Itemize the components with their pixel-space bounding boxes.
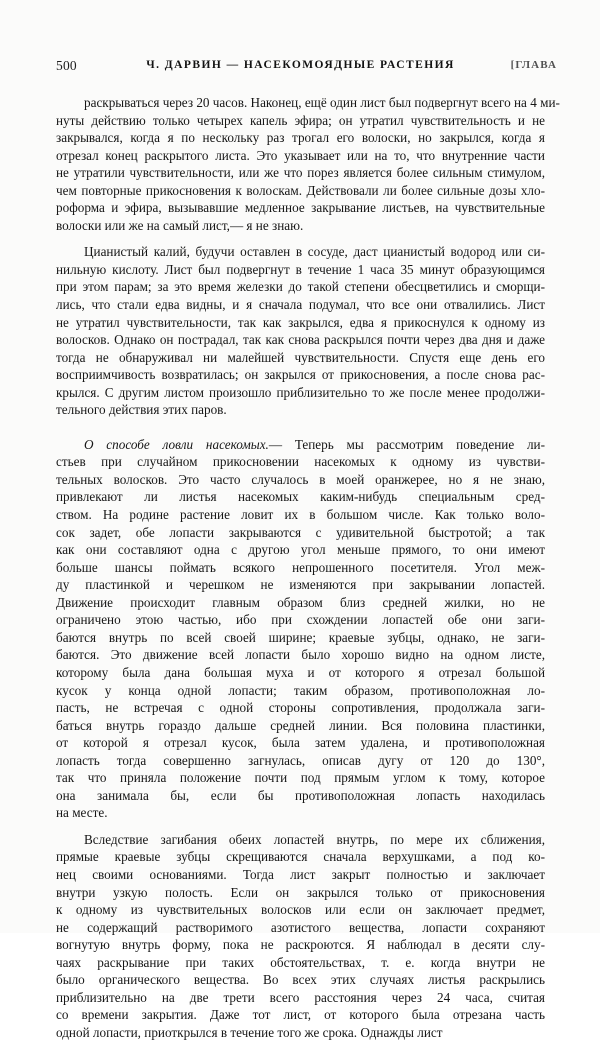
text-line: пасть, не встречая с одной стороны сопротивления, продолжала заги- xyxy=(56,700,545,716)
text-line: баются. Это движение всей лопасти было хорошо видно на одном листе, xyxy=(56,647,545,663)
text-line: не утратил чувствительности, так как закрылся, едва я прикоснулся к одному из xyxy=(56,314,545,330)
paragraph-closing-lobes xyxy=(56,831,545,1041)
text-line: тогда не обнаруживал ни малейшей чувствительности. Спустя еще день его xyxy=(56,349,545,365)
text-line: больше шансы поймать всякого непрошенного посетителя. Угол меж- xyxy=(56,559,545,575)
text-line: вогнутую внутрь форму, пока не раскроются. Я наблюдал в десяти слу- xyxy=(56,937,545,953)
paragraph-catching-insects xyxy=(56,436,545,822)
text-line: на месте. xyxy=(56,805,108,821)
paragraph-spacer xyxy=(56,234,545,243)
text-line: закрывался, когда я по нескольку раз трогал его волоски, но закрылся, когда я xyxy=(56,130,545,146)
text-line: при этом парам; за это время железки до такой степени обесцветились и сморщи- xyxy=(56,279,545,295)
text-line: тельных волосков. Это часто случалось в моей оранжерее, но я не знаю, xyxy=(56,471,545,487)
text-line: прямые краевые зубцы скрещиваются сначала верхушками, а под ко- xyxy=(56,849,545,865)
text-line: ством. На родине растение ловит их в большом числе. Как только воло- xyxy=(56,507,545,523)
text-line: сок задет, обе лопасти закрываются с удивительной быстротой; а так xyxy=(56,524,545,540)
text-line: волосков. Однако он пострадал, так как снова раскрылся почти через два дня и даже xyxy=(56,332,545,348)
text-line: баться внутрь гораздо дальше средней линии. Вся половина пластинки, xyxy=(56,717,545,733)
text-line: Цианистый калий, будучи оставлен в сосуде, даст цианистый водород или си- xyxy=(84,244,545,260)
text-line: тельного действия этих паров. xyxy=(56,402,227,418)
running-header-title: Ч. ДАРВИН — НАСЕКОМОЯДНЫЕ РАСТЕНИЯ xyxy=(146,59,455,71)
text-line: — Теперь мы рассмотрим поведение ли- xyxy=(268,436,545,452)
text-line: внутри узкую полость. Если он закрылся только от прикосновения xyxy=(56,884,545,900)
text-line: волоски или же на самый лист,— я не знаю. xyxy=(56,217,304,233)
text-line: чаях раскрывание при таких обстоятельствах, т. е. когда внутри не xyxy=(56,954,545,970)
text-line: так что приняла положение почти под прямым углом к тому, которое xyxy=(56,770,545,786)
text-line: кусок у конца одной лопасти; таким образом, противоположная ло- xyxy=(56,682,545,698)
running-header xyxy=(56,52,557,82)
run-in-section-title: О способе ловли насекомых. xyxy=(84,436,269,452)
text-line: роформа и эфира, вызывавшие медленное закрывание листьев, на чувствительные xyxy=(56,200,545,216)
text-line: восприимчивость возвратилась; он закрылся от прикосновения, а после снова рас- xyxy=(56,367,545,383)
text-line: от которой я отрезал кусок, была затем удалена, и противоположная xyxy=(56,735,545,751)
text-line: ограничено этою частью, ибо при схождении лопастей обе они заги- xyxy=(56,612,545,628)
text-line: Движение происходит главным образом близ средней жилки, но не xyxy=(56,594,545,610)
text-line: привлекают ли листья насекомых каким-нибудь специальным сред- xyxy=(56,489,545,505)
text-line: нуты действию только четырех капель эфира; он утратил чувствительность и не xyxy=(56,112,545,128)
text-line: как они составляют одна с другою угол меньше прямого, то они имеют xyxy=(56,542,545,558)
text-line: к одному из чувствительных волосков или если он заключает предмет, xyxy=(56,902,545,918)
text-line: стьев при случайном прикосновении насекомых к одному из чувстви- xyxy=(56,454,545,470)
page-content-area xyxy=(56,52,560,1041)
paragraph-ether xyxy=(56,94,560,234)
paragraph-spacer xyxy=(56,822,545,831)
text-line: которому была дана большая муха и от которого я отрезал большой xyxy=(56,664,545,680)
body-text-column xyxy=(56,94,560,1041)
paragraph-cyanide xyxy=(56,243,545,418)
text-line: лись, что стали едва видны, и я сначала подумал, что все они отвалились. Лист xyxy=(56,297,545,313)
section-spacer xyxy=(56,419,545,436)
text-line: Вследствие загибания обеих лопастей внутрь, по мере их сближения, xyxy=(84,831,545,847)
text-line: не содержащий растворимого азотистого вещества, лопасти сохраняют xyxy=(56,919,545,935)
text-line: было органического вещества. Во всех этих случаях листья раскрылись xyxy=(56,972,545,988)
text-line: ду пластинкой и черешком не изменяются при закрывании лопастей. xyxy=(56,577,545,593)
text-line: нильную кислоту. Лист был подвергнут в течение 1 часа 35 минут образующимся xyxy=(56,261,545,277)
text-line: не утратили чувствительности, или же что порез является более сильным стимулом, xyxy=(56,165,545,181)
text-line: лопасть тогда совершенно загнулась, описав дугу от 120 до 130°, xyxy=(56,752,545,768)
text-line: раскрываться через 20 часов. Наконец, ещё один лист был подвергнут всего на 4 ми- xyxy=(84,95,560,110)
text-line: со времени закрытия. Даже тот лист, от которого была отрезана часть xyxy=(56,1007,545,1023)
text-line: баются внутрь по всей своей ширине; краевые зубцы, однако, не заги- xyxy=(56,629,545,645)
text-line: одной лопасти, приоткрылся в течение того же срока. Однажды лист xyxy=(56,1024,443,1040)
running-header-chapter: [ГЛАВА xyxy=(510,59,557,71)
text-line: чем повторные прикосновения к волоскам. Действовали ли более сильные дозы хло- xyxy=(56,182,545,198)
text-line: отрезал конец раскрытого листа. Это указывает или на то, что внутренние части xyxy=(56,147,545,163)
text-line-with-run-in-title xyxy=(56,436,545,454)
text-line: крылся. С другим листом произошло приблизительно то же после менее продолжи- xyxy=(56,384,545,400)
text-line: она занимала бы, если бы противоположная лопасть находилась xyxy=(56,787,545,803)
text-line: нец своими основаниями. Тогда лист закрыт полностью и заключает xyxy=(56,866,545,882)
text-line: приблизительно на две трети всего расстояния через 24 часа, считая xyxy=(56,989,545,1005)
page-number: 500 xyxy=(56,58,77,73)
